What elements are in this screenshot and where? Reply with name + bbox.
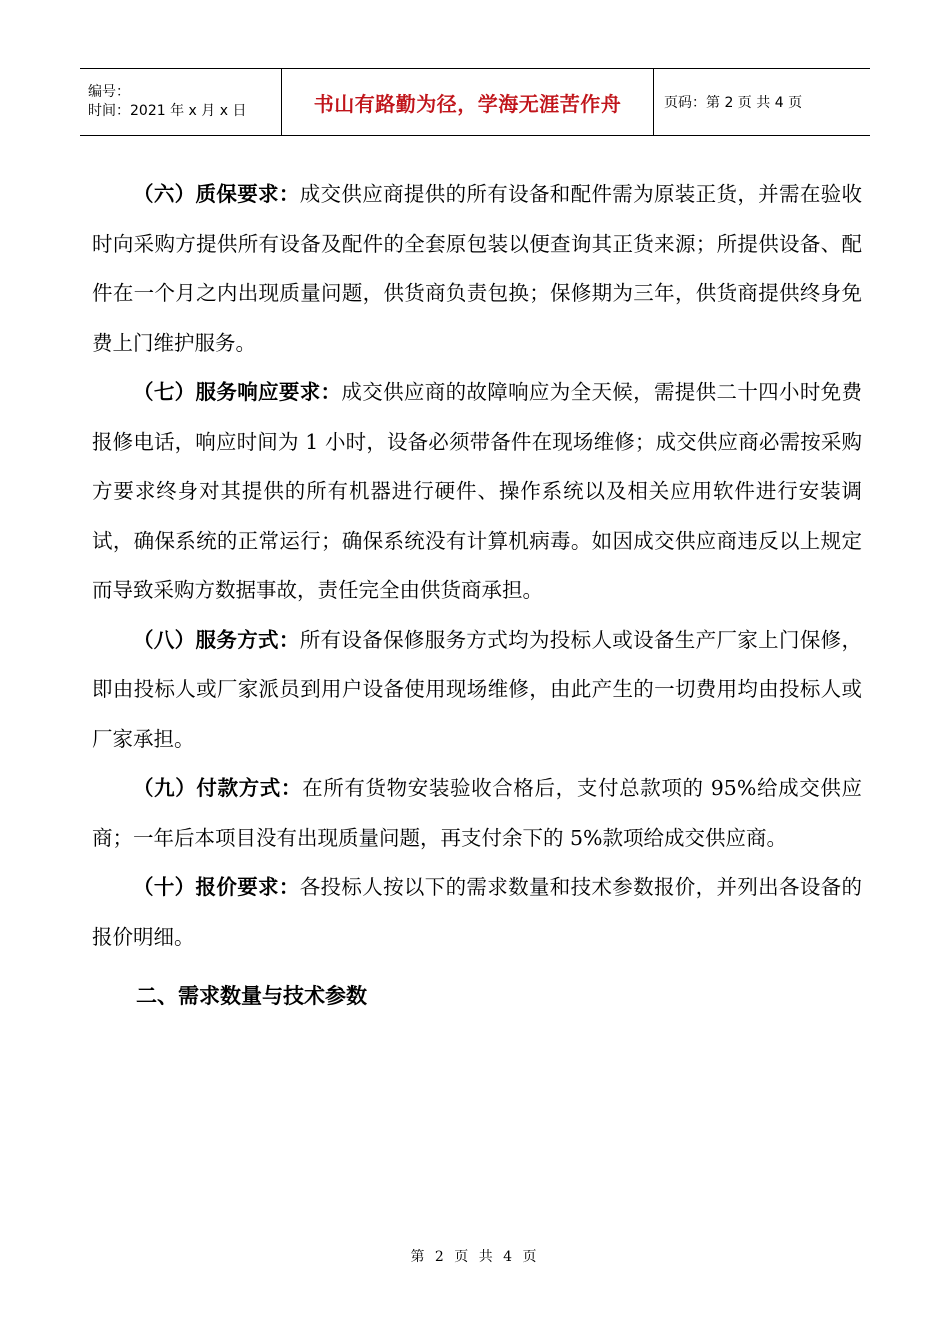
section-title: （六）质保要求： — [133, 182, 300, 206]
page-footer: 第 2 页 共 4 页 — [410, 1249, 540, 1265]
section-heading-requirements: 二、需求数量与技术参数 — [136, 984, 367, 1008]
section-body: 所有设备保修服务方式均为投标人或设备生产厂家上门保修，即由投标人或厂家派员到用户设备使用现场维修，由此产生的一切费用均由投标人或厂家承担。 — [92, 627, 863, 751]
document-number-label: 编号： — [88, 84, 130, 100]
section-body: 成交供应商提供的所有设备和配件需为原装正货，并需在验收时向采购方提供所有设备及配件的全套原包装以便查询其正货来源；所提供设备、配件在一个月之内出现质量问题，供货商负责包换；保修期为三年，供货商提供终身免费上门维护服务。 — [92, 182, 863, 355]
document-date: 时间：2021 年 x 月 x 日 — [88, 103, 247, 119]
section-quotation — [92, 863, 862, 962]
section-payment-method — [92, 764, 862, 863]
section-service-response — [92, 368, 862, 616]
document-body — [92, 170, 862, 1016]
section-title: （八）服务方式： — [133, 627, 300, 652]
section-body: 成交供应商的故障响应为全天候，需提供二十四小时免费报修电话，响应时间为 1 小时，设备必须带备件在现场维修；成交供应商必需按采购方要求终身对其提供的所有机器进行硬件、操作系统以及相关应用软件进行安装调试，确保系统的正常运行；确保系统没有计算机病毒。如因成交供应商违反以上规定而导致采购方数据事故，责任完全由供货商承担。 — [92, 380, 863, 602]
header-meta — [80, 69, 282, 135]
page-header — [80, 68, 870, 136]
section-title: （七）服务响应要求： — [133, 380, 342, 404]
section-title: （九）付款方式： — [133, 776, 303, 800]
section-warranty — [92, 170, 862, 368]
header-motto-cell — [282, 69, 654, 135]
header-page-info: 页码：第 2 页 共 4 页 — [664, 95, 803, 111]
section-service-method — [92, 616, 862, 765]
header-page-info-cell — [654, 69, 870, 135]
section-body: 各投标人按以下的需求数量和技术参数报价，并列出各设备的报价明细。 — [92, 875, 863, 949]
header-motto: 书山有路勤为径，学海无涯苦作舟 — [313, 91, 622, 116]
section-body: 在所有货物安装验收合格后，支付总款项的 95%给成交供应商；一年后本项目没有出现质量问题，再支付余下的 5%款项给成交供应商。 — [92, 776, 862, 850]
section-title: （十）报价要求： — [133, 875, 300, 899]
